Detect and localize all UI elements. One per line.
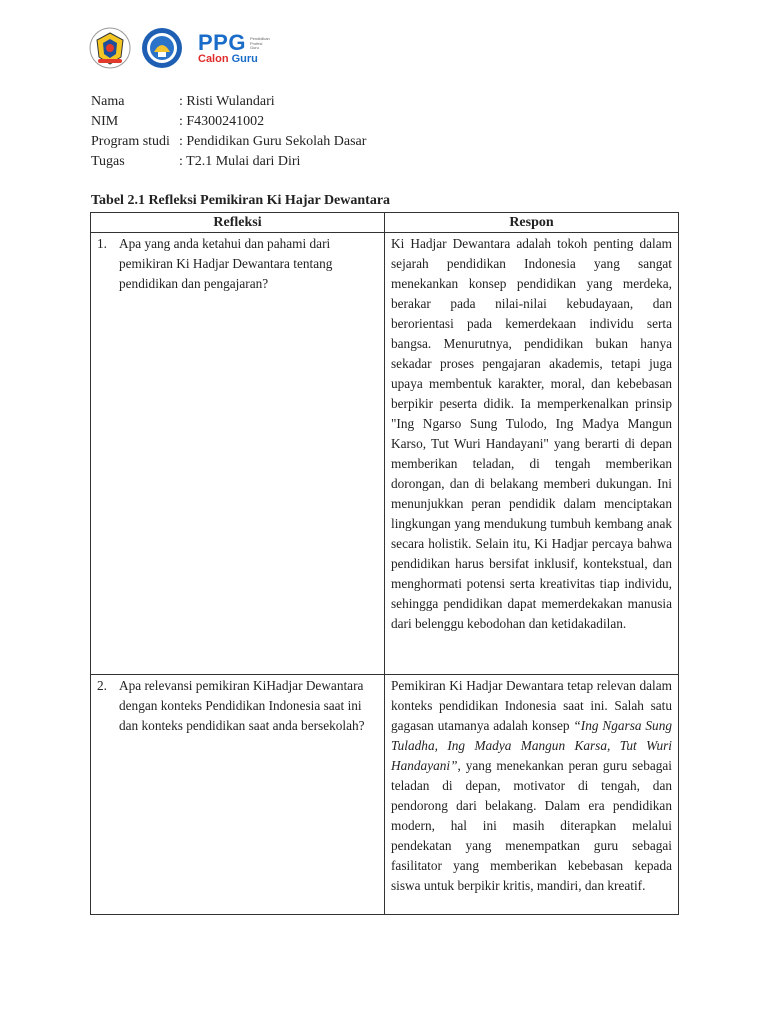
column-header-respon: Respon: [385, 213, 679, 233]
question-cell: [91, 675, 385, 915]
table-header-row: [91, 213, 679, 233]
answer-text-start: Pemikiran Ki Hadjar Dewantara tetap relevan dalam konteks pendidikan Indonesia saat ini. Salah satu gagasan utamanya adalah konsep: [391, 678, 672, 733]
table-row: [91, 675, 679, 915]
info-row-nim: [91, 112, 366, 132]
ppg-logo: [198, 29, 270, 65]
answer-text-end: , yang menekankan peran guru sebagai teladan di depan, motivator di tengah, dan pendorong dari belakang. Dalam era pendidikan modern, hal ini masih diterapkan melalui pendekatan yang menempatkan guru sebagai fasilitator yang memberikan kebebasan kepada siswa untuk berpikir kritis, mandiri, dan kreatif.: [391, 758, 672, 893]
question-text: Apa relevansi pemikiran KiHadjar Dewantara dengan konteks Pendidikan Indonesia saat ini dan konteks pendidikan saat anda bersekolah?: [119, 678, 365, 733]
info-value: : Pendidikan Guru Sekolah Dasar: [179, 134, 367, 149]
answer-cell: [385, 233, 679, 675]
ministry-logo-icon: [140, 26, 184, 70]
reflection-table: [90, 212, 679, 915]
column-header-refleksi: Refleksi: [91, 213, 385, 233]
question-text: Apa yang anda ketahui dan pahami dari pemikiran Ki Hadjar Dewantara tentang pendidikan dan pengajaran?: [119, 236, 333, 291]
answer-text: [385, 675, 678, 898]
info-value: : F4300241002: [179, 114, 265, 129]
info-label: Nama: [91, 94, 125, 109]
info-label: Program studi: [91, 134, 170, 149]
ppg-small-line: Guru: [249, 45, 259, 51]
question-number: 1.: [97, 236, 107, 251]
ppg-logo-small-text: [250, 37, 270, 50]
question-number: 2.: [97, 678, 107, 693]
ppg-logo-subtitle: [198, 54, 270, 65]
ppg-sub-guru: Guru: [231, 52, 258, 65]
info-row-tugas: [91, 152, 366, 172]
info-row-nama: [91, 92, 366, 112]
question-cell: [91, 233, 385, 675]
ppg-sub-calon: Calon: [198, 52, 229, 65]
document-header: [88, 24, 270, 72]
answer-text-italic: “Ing Ngarsa Sung Tuladha, Ing Madya Mangun Karsa, Tut Wuri Handayani”: [391, 718, 672, 773]
student-info: [91, 92, 366, 172]
info-label: NIM: [91, 114, 119, 129]
ppg-logo-word: PPG: [198, 29, 246, 55]
table-row: [91, 233, 679, 675]
info-label: Tugas: [91, 154, 125, 169]
info-row-program-studi: [91, 132, 366, 152]
answer-cell: [385, 675, 679, 915]
answer-text: Ki Hadjar Dewantara adalah tokoh penting dalam sejarah pendidikan Indonesia yang sangat menekankan konsep pendidikan yang merdeka, berakar pada nilai-nilai kebudayaan, dan berorientasi pada kemerdekaan individu serta bangsa. Menurutnya, pendidikan bukan hanya sekadar proses pengajaran akademis, tetapi juga upaya membentuk karakter, moral, dan kebebasan berpikir peserta didik. Ia memperkenalkan prinsip "Ing Ngarso Sung Tulodo, Ing Madya Mangun Karso, Tut Wuri Handayani" yang berarti di depan memberikan teladan, di tengah memberikan dorongan, dan di belakang memberi dukungan. Ini menunjukkan peran pendidik dalam menciptakan lingkungan yang mendukung tumbuh kembang anak secara holistik. Selain itu, Ki Hadjar percaya bahwa pendidikan harus bersifat inklusif, kontekstual, dan menghormati potensi serta kreativitas tiap individu, sehingga pendidikan dapat memerdekakan manusia dari belenggu kebodohan dan ketidakadilan.: [391, 236, 672, 631]
info-value: : Risti Wulandari: [179, 94, 275, 109]
university-seal-icon: [88, 26, 132, 70]
ppg-small-line: Profesi: [249, 40, 263, 46]
info-value: : T2.1 Mulai dari Diri: [179, 154, 301, 169]
ppg-small-line: Pendidikan: [249, 36, 270, 42]
table-title: Tabel 2.1 Refleksi Pemikiran Ki Hajar Dewantara: [91, 193, 391, 208]
